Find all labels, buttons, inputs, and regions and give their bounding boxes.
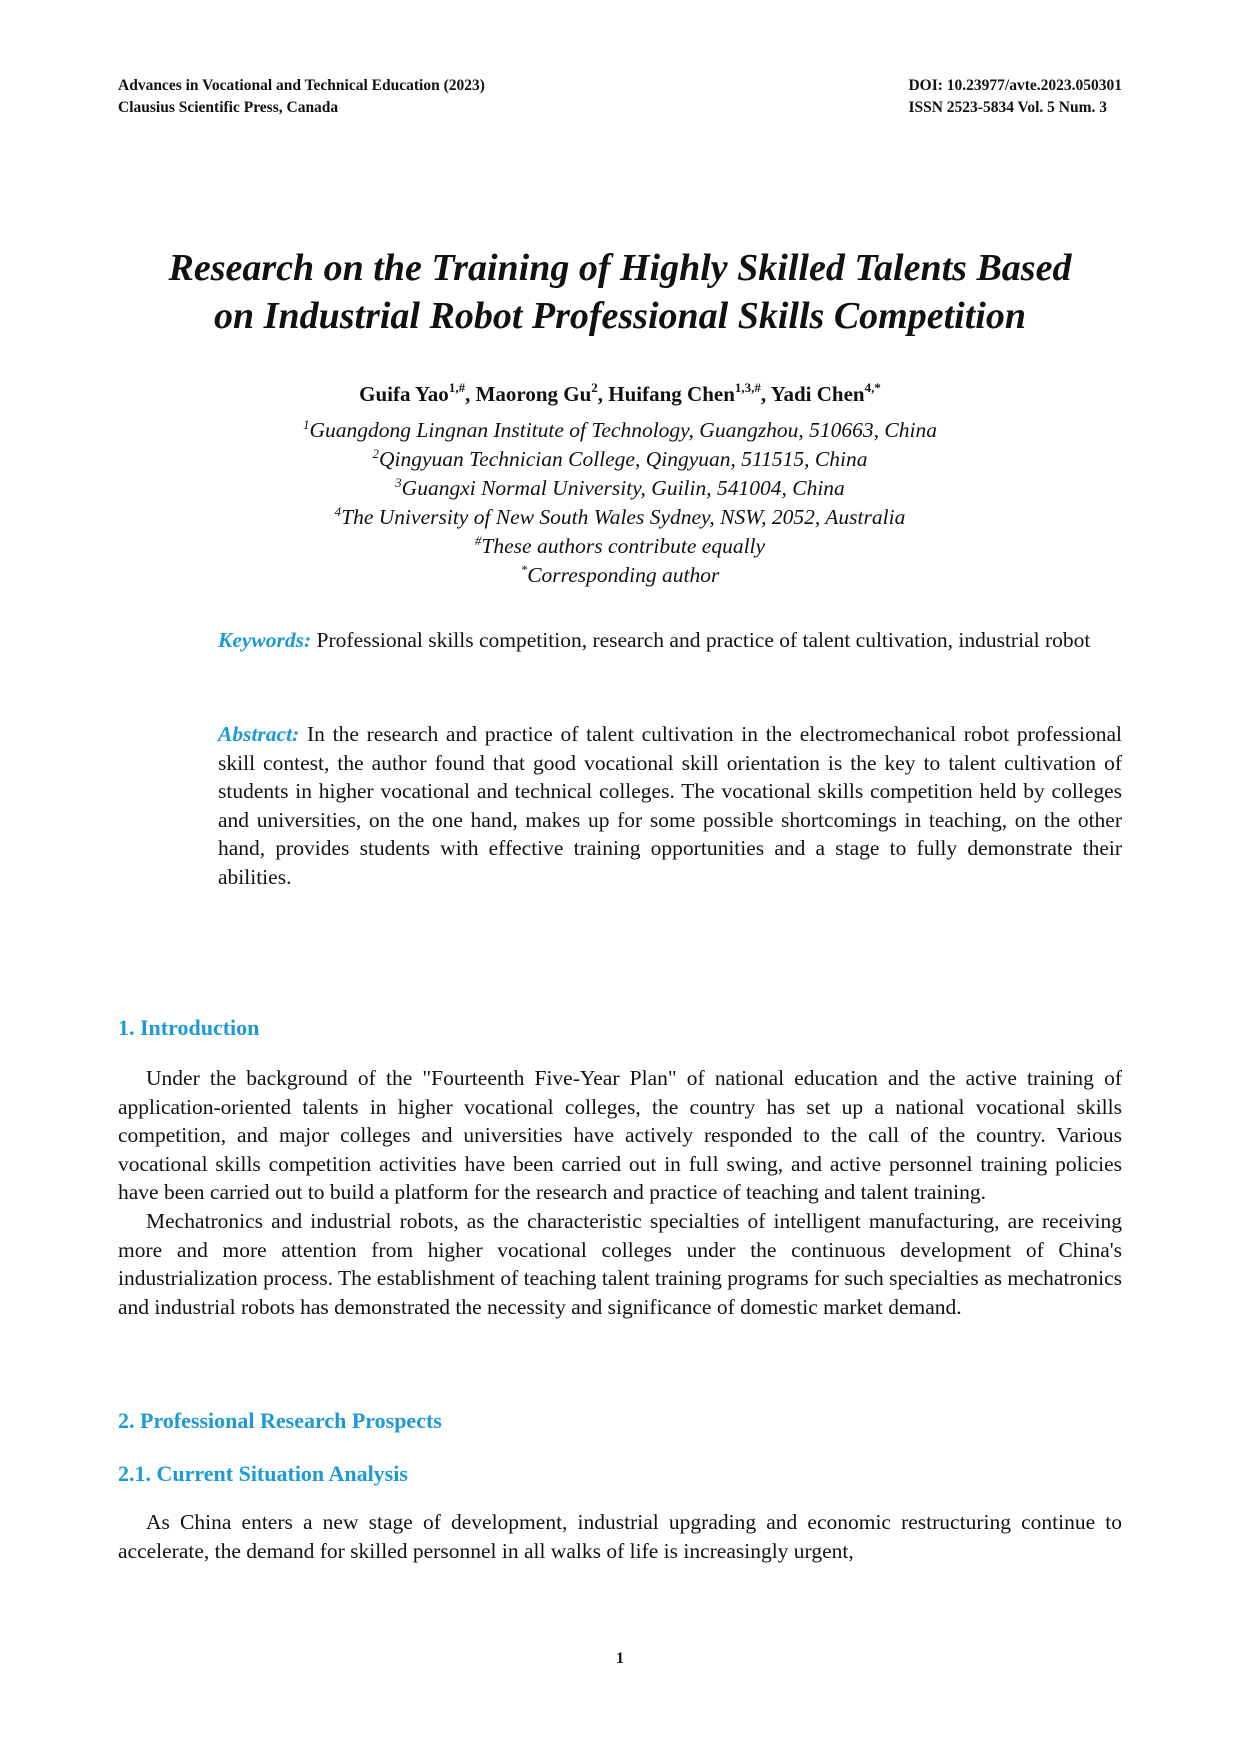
affiliation-mark: 2 [372,445,379,461]
author-name: Guifa Yao [359,382,449,406]
affiliation-mark: # [474,532,482,548]
author-affil-mark: 1,3,# [734,380,761,395]
publisher: Clausius Scientific Press, Canada [118,99,339,116]
author-name: Yadi Chen [770,382,865,406]
title-line-1: Research on the Training of Highly Skilled Talents Based [168,247,1072,289]
abstract-block [218,720,1122,891]
affiliation-mark: 3 [395,474,402,490]
affiliation [100,445,1140,474]
affiliation [100,474,1140,503]
paper-title [100,244,1140,340]
author-separator: , [597,382,609,406]
author-affil-mark: 1,# [448,380,466,395]
affiliation-text: Guangxi Normal University, Guilin, 541004, China [401,476,845,500]
keywords-label: Keywords: [218,628,312,652]
subsection-heading-current-situation: 2.1. Current Situation Analysis [118,1461,408,1486]
introduction-body [118,1064,1122,1321]
keywords-text: Professional skills competition, research and practice of talent cultivation, industrial robot [316,628,1091,652]
affiliation [100,416,1140,445]
doi: DOI: 10.23977/avte.2023.050301 [908,77,1122,94]
journal-name: Advances in Vocational and Technical Education (2023) [118,77,485,94]
affiliation [100,503,1140,532]
author-name: Maorong Gu [475,382,592,406]
affiliation-text: Guangdong Lingnan Institute of Technology, Guangzhou, 510663, China [309,418,937,442]
section-heading-professional-research: 2. Professional Research Prospects [118,1408,442,1433]
affiliation [100,561,1140,590]
section-heading-introduction: 1. Introduction [118,1015,260,1040]
running-header-right [908,75,1122,119]
author-name: Huifang Chen [608,382,735,406]
paragraph: As China enters a new stage of development, industrial upgrading and economic restructuring continue to accelerate, the demand for skilled personnel in all walks of life is increasingly urgent, [118,1510,1122,1563]
page-number: 1 [616,1650,624,1667]
affiliation-text: The University of New South Wales Sydney, NSW, 2052, Australia [341,505,906,529]
paragraph: Mechatronics and industrial robots, as the characteristic specialties of intelligent manufacturing, are receiving more and more attention from higher vocational colleges under the continuous development of China's industrialization process. The establishment of teaching talent training programs for such specialties as mechatronics and industrial robots has demonstrated the necessity and significance of domestic market demand. [118,1208,1122,1319]
running-header-left [118,75,485,119]
affiliation-mark: 1 [303,416,310,432]
affiliation-mark: * [520,561,528,577]
affiliation-text: Corresponding author [527,563,720,587]
current-situation-body [118,1508,1122,1565]
affiliation-list [100,416,1140,590]
keywords-block [218,626,1122,655]
abstract-label: Abstract: [218,722,300,746]
abstract-text: In the research and practice of talent cultivation in the electromechanical robot professional skill contest, the author found that good vocational skill orientation is the key to talent cultivation of students in higher vocational and technical colleges. The vocational skills competition held by colleges and universities, on the one hand, makes up for some possible shortcomings in teaching, on the other hand, provides students with effective training opportunities and a stage to fully demonstrate their abilities. [218,722,1122,889]
author-separator: , [465,382,476,406]
affiliation-mark: 4 [334,503,342,519]
affiliation-text: Qingyuan Technician College, Qingyuan, 511515, China [379,447,868,471]
affiliation-text: These authors contribute equally [481,534,766,558]
author-affil-mark: 2 [591,380,598,395]
author-separator: , [760,382,771,406]
affiliation [100,532,1140,561]
title-line-2: on Industrial Robot Professional Skills Competition [214,295,1026,337]
author-affil-mark: 4,* [864,380,881,395]
paragraph: Under the background of the "Fourteenth Five-Year Plan" of national education and the active training of application-oriented talents in higher vocational colleges, the country has set up a national vocational skills competition, and major colleges and universities have actively responded to the call of the country. Various vocational skills competition activities have been carried out in full swing, and active personnel training policies have been carried out to build a platform for the research and practice of teaching and talent training. [118,1066,1122,1205]
author-list [100,380,1140,408]
issn: ISSN 2523-5834 Vol. 5 Num. 3 [908,99,1107,116]
